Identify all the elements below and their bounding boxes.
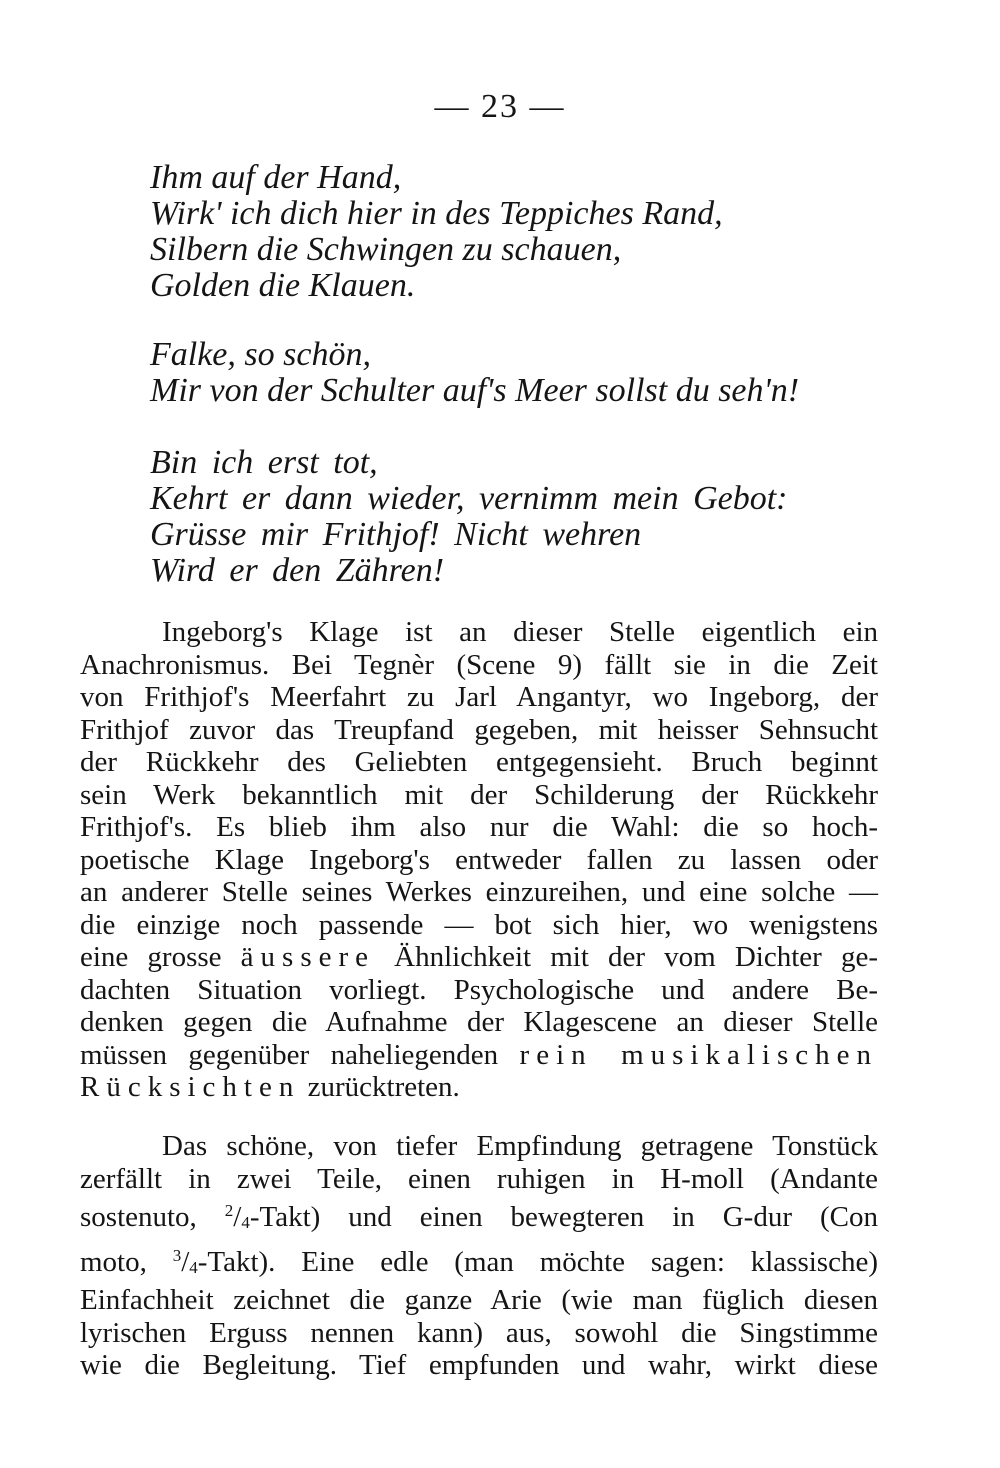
paragraph-line <box>80 1039 878 1072</box>
poem-line: Falke, so schön, <box>150 336 371 373</box>
line-text: Ähnlichkeit mit der vom Dichter ge- <box>375 941 878 973</box>
paragraph-line <box>80 1071 878 1104</box>
paragraph-line: Anachronismus. Bei Tegnèr (Scene 9) fällt sie in die Zeit <box>80 648 878 681</box>
page-number: — 23 — <box>434 88 566 125</box>
poem-line: Mir von der Schulter auf's Meer sollst du seh'n! <box>150 372 800 409</box>
paragraph-line: sein Werk bekanntlich mit der Schilderung der Rückkehr <box>80 778 878 811</box>
fraction-denominator: 4 <box>241 1213 250 1232</box>
line-text: -Takt) und einen bewegteren in G-dur (Con <box>249 1201 878 1233</box>
poem-line: Kehrt er dann wieder, vernimm mein Gebot: <box>150 480 788 517</box>
paragraph-line: die einzige noch passende — bot sich hier, wo wenigstens <box>80 908 878 941</box>
paragraph-line: Ingeborg's Klage ist an dieser Stelle eigentlich ein <box>162 616 878 648</box>
poem-line: Wird er den Zähren! <box>150 552 445 589</box>
paragraph-2 <box>80 1130 878 1382</box>
line-text: moto, <box>80 1245 173 1278</box>
paragraph-line: Einfachheit zeichnet die ganze Arie (wie man füglich diesen <box>80 1284 878 1316</box>
paragraph-line: der Rückkehr des Geliebten entgegensieht. Bruch beginnt <box>80 746 878 778</box>
paragraph-line: von Frithjof's Meerfahrt zu Jarl Angantyr, wo Ingeborg, der <box>80 681 878 713</box>
line-text: eine grosse <box>80 941 241 973</box>
paragraph-line: moto, $^3/_4-Takt$). Eine edle (man möchte sagen: klassische) <box>80 1245 878 1278</box>
line-text: müssen gegenüber naheliegenden <box>80 1038 520 1071</box>
paragraph-1 <box>80 616 878 1104</box>
paragraph-line: Frithjof's. Es blieb ihm also nur die Wahl: die so hoch- <box>80 811 878 843</box>
poem-line: Bin ich erst tot, <box>150 444 378 481</box>
poem-stanza-1 <box>150 160 910 304</box>
line-text: sostenuto, <box>80 1201 225 1233</box>
poem-stanza-2 <box>150 337 910 409</box>
paragraph-line: dachten Situation vorliegt. Psychologische und andere Be- <box>80 973 878 1006</box>
poem-line: Wirk' ich dich hier in des Teppiches Rand, <box>150 195 723 232</box>
emphasis-spaced: rein musikalischen <box>519 1038 878 1071</box>
poem-line: Grüsse mir Frithjof! Nicht wehren <box>150 516 642 553</box>
emphasis-spaced: Rücksichten <box>80 1071 301 1103</box>
paragraph-line: zerfällt in zwei Teile, einen ruhigen in H-moll (Andante <box>80 1162 878 1195</box>
poem-line: Silbern die Schwingen zu schauen, <box>150 231 622 268</box>
paragraph-line: an anderer Stelle seines Werkes einzureihen, und eine solche — <box>80 876 878 908</box>
paragraph-line: lyrischen Erguss nennen kann) aus, sowohl die Singstimme <box>80 1316 878 1349</box>
emphasis-spaced: äussere <box>240 941 376 973</box>
paragraph-line: denken gegen die Aufnahme der Klagescene an dieser Stelle <box>80 1006 878 1038</box>
paragraph-line <box>80 941 878 974</box>
line-text: zurücktreten. <box>300 1071 460 1103</box>
poem-stanza-3 <box>150 445 910 589</box>
fraction-numerator: 2 <box>224 1201 234 1220</box>
paragraph-line: Das schöne, von tiefer Empfindung getragene Tonstück <box>162 1130 878 1162</box>
paragraph-line: poetische Klage Ingeborg's entweder fallen zu lassen oder <box>80 843 878 876</box>
paragraph-line: sostenuto, $^2/_4-Takt$) und einen bewegteren in G-dur (Con <box>80 1201 878 1233</box>
poem-line: Ihm auf der Hand, <box>150 159 402 196</box>
poem-line: Golden die Klauen. <box>150 267 416 304</box>
paragraph-line: wie die Begleitung. Tief empfunden und wahr, wirkt diese <box>80 1349 878 1381</box>
line-text: -Takt). Eine edle (man möchte sagen: klassische) <box>197 1245 878 1278</box>
paragraph-line: Frithjof zuvor das Treupfand gegeben, mit heisser Sehnsucht <box>80 713 878 746</box>
fraction-denominator: 4 <box>189 1257 198 1277</box>
fraction-numerator: 3 <box>172 1245 182 1265</box>
